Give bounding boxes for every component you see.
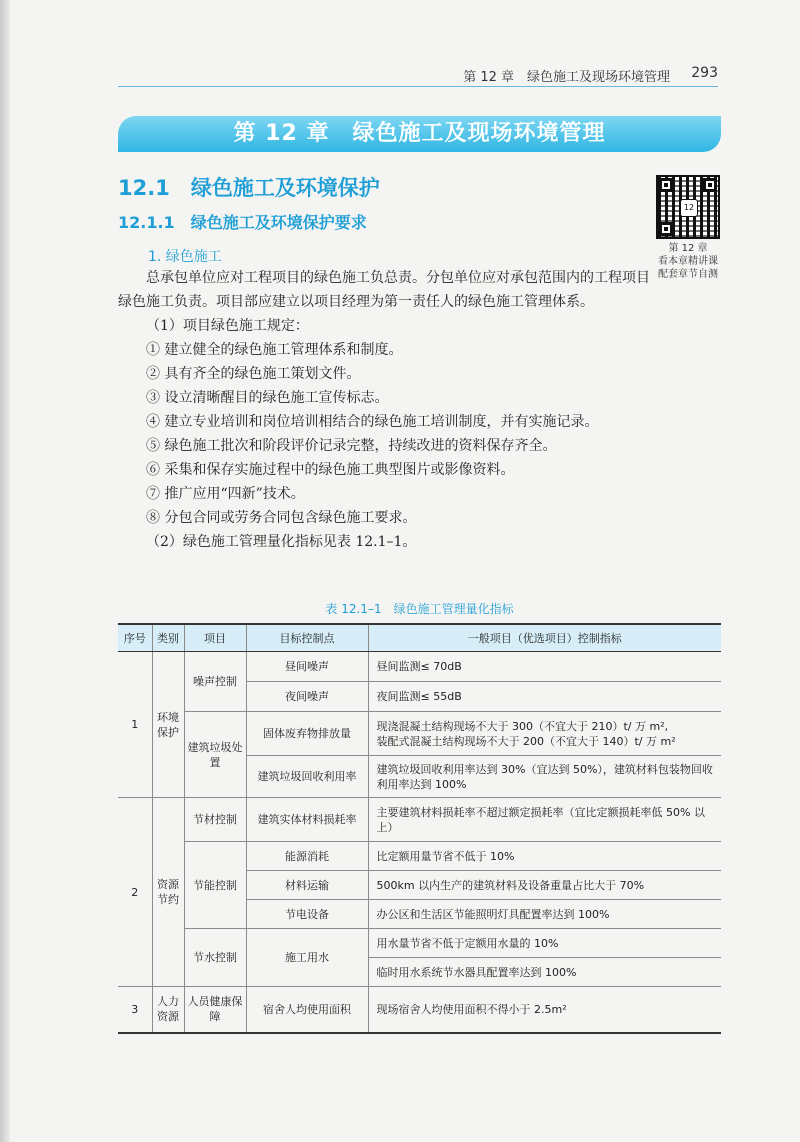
column-header: 序号 bbox=[118, 624, 152, 652]
item-cell: 节水控制 bbox=[184, 929, 246, 987]
column-header: 一般项目（优选项目）控制指标 bbox=[368, 624, 721, 652]
provision-item: ⑧ 分包合同或劳务合同包含绿色施工要求。 bbox=[146, 510, 417, 526]
item-cell: 建筑垃圾处置 bbox=[184, 712, 246, 798]
indicator-cell: 用水量节省不低于定额用水量的 10% bbox=[368, 929, 721, 958]
row-number: 2 bbox=[118, 798, 152, 987]
provision-item: ⑤ 绿色施工批次和阶段评价记录完整，持续改进的资料保存齐全。 bbox=[146, 438, 557, 454]
indicator-cell: 夜间监测≤ 55dB bbox=[368, 682, 721, 712]
running-header bbox=[118, 62, 718, 87]
column-header: 类别 bbox=[152, 624, 184, 652]
table-row bbox=[118, 842, 721, 871]
indicator-cell: 主要建筑材料损耗率不超过额定损耗率（宜比定额损耗率低 50% 以上） bbox=[368, 798, 721, 842]
table-row bbox=[118, 652, 721, 682]
qr-code-icon[interactable] bbox=[656, 175, 720, 239]
item-cell: 节材控制 bbox=[184, 798, 246, 842]
list-heading: （2）绿色施工管理量化指标见表 12.1–1。 bbox=[146, 534, 417, 550]
page-binding-edge bbox=[0, 0, 10, 1142]
category-cell: 环境保护 bbox=[152, 652, 184, 798]
control-point-cell: 宿舍人均使用面积 bbox=[246, 987, 368, 1033]
indicator-line: 装配式混凝土结构现场不大于 200（不宜大于 140）t/ 万 m² bbox=[376, 734, 676, 748]
qr-finder-pattern bbox=[659, 222, 673, 236]
topic-heading: 1. 绿色施工 bbox=[148, 249, 222, 265]
subsection-heading: 12.1.1 绿色施工及环境保护要求 bbox=[118, 213, 367, 232]
provision-item: ⑥ 采集和保存实施过程中的绿色施工典型图片或影像资料。 bbox=[146, 462, 515, 478]
table-row bbox=[118, 987, 721, 1033]
indicator-cell: 现场宿舍人均使用面积不得小于 2.5m² bbox=[368, 987, 721, 1033]
control-point-cell: 节电设备 bbox=[246, 900, 368, 929]
table-row bbox=[118, 929, 721, 958]
item-cell: 人员健康保障 bbox=[184, 987, 246, 1033]
control-point-cell: 夜间噪声 bbox=[246, 682, 368, 712]
running-header-chapter: 第 12 章 绿色施工及现场环境管理 bbox=[463, 70, 670, 85]
indicator-cell bbox=[368, 712, 721, 756]
control-point-cell: 能源消耗 bbox=[246, 842, 368, 871]
list-heading: （1）项目绿色施工规定： bbox=[146, 318, 309, 334]
control-point-cell: 施工用水 bbox=[246, 929, 368, 987]
qr-logo: 12 bbox=[680, 199, 698, 217]
row-number: 3 bbox=[118, 987, 152, 1033]
indicator-cell: 昼间监测≤ 70dB bbox=[368, 652, 721, 682]
indicator-cell: 建筑垃圾回收利用率达到 30%（宜达到 50%），建筑材料包装物回收利用率达到 100% bbox=[368, 756, 721, 798]
body-text bbox=[118, 266, 658, 554]
qr-finder-pattern bbox=[703, 178, 717, 192]
table-row bbox=[118, 712, 721, 756]
indicator-cell: 比定额用量节省不低于 10% bbox=[368, 842, 721, 871]
provision-item: ② 具有齐全的绿色施工策划文件。 bbox=[146, 366, 361, 382]
section-heading: 12.1 绿色施工及环境保护 bbox=[118, 176, 380, 200]
item-cell: 噪声控制 bbox=[184, 652, 246, 712]
control-point-cell: 建筑垃圾回收利用率 bbox=[246, 756, 368, 798]
table-header-row bbox=[118, 624, 721, 652]
provision-item: ③ 设立清晰醒目的绿色施工宣传标志。 bbox=[146, 390, 389, 406]
category-cell: 资源节约 bbox=[152, 798, 184, 987]
qr-caption-line: 配套章节自测 bbox=[658, 269, 718, 280]
control-point-cell: 固体废弃物排放量 bbox=[246, 712, 368, 756]
table-row bbox=[118, 798, 721, 842]
quantitative-indicators-table bbox=[118, 623, 721, 1034]
category-cell: 人力资源 bbox=[152, 987, 184, 1033]
column-header: 项目 bbox=[184, 624, 246, 652]
page-number: 293 bbox=[691, 65, 718, 81]
qr-caption-line: 看本章精讲课 bbox=[658, 256, 718, 267]
chapter-title: 第 12 章 绿色施工及现场环境管理 bbox=[118, 116, 721, 152]
table-caption: 表 12.1–1 绿色施工管理量化指标 bbox=[325, 602, 514, 616]
indicator-cell: 临时用水系统节水器具配置率达到 100% bbox=[368, 958, 721, 987]
control-point-cell: 昼间噪声 bbox=[246, 652, 368, 682]
qr-caption-line: 第 12 章 bbox=[668, 243, 708, 254]
row-number: 1 bbox=[118, 652, 152, 798]
provision-item: ⑦ 推广应用“四新”技术。 bbox=[146, 486, 305, 502]
intro-paragraph: 总承包单位应对工程项目的绿色施工负总责。分包单位应对承包范围内的工程项目绿色施工负责。项目部应建立以项目经理为第一责任人的绿色施工管理体系。 bbox=[118, 270, 650, 310]
provision-item: ④ 建立专业培训和岗位培训相结合的绿色施工培训制度，并有实施记录。 bbox=[146, 414, 599, 430]
control-point-cell: 建筑实体材料损耗率 bbox=[246, 798, 368, 842]
indicator-line: 现浇混凝土结构现场不大于 300（不宜大于 210）t/ 万 m², bbox=[376, 719, 669, 733]
control-point-cell: 材料运输 bbox=[246, 871, 368, 900]
item-cell: 节能控制 bbox=[184, 842, 246, 929]
provision-item: ① 建立健全的绿色施工管理体系和制度。 bbox=[146, 342, 403, 358]
qr-finder-pattern bbox=[659, 178, 673, 192]
column-header: 目标控制点 bbox=[246, 624, 368, 652]
indicator-cell: 500km 以内生产的建筑材料及设备重量占比大于 70% bbox=[368, 871, 721, 900]
indicator-cell: 办公区和生活区节能照明灯具配置率达到 100% bbox=[368, 900, 721, 929]
